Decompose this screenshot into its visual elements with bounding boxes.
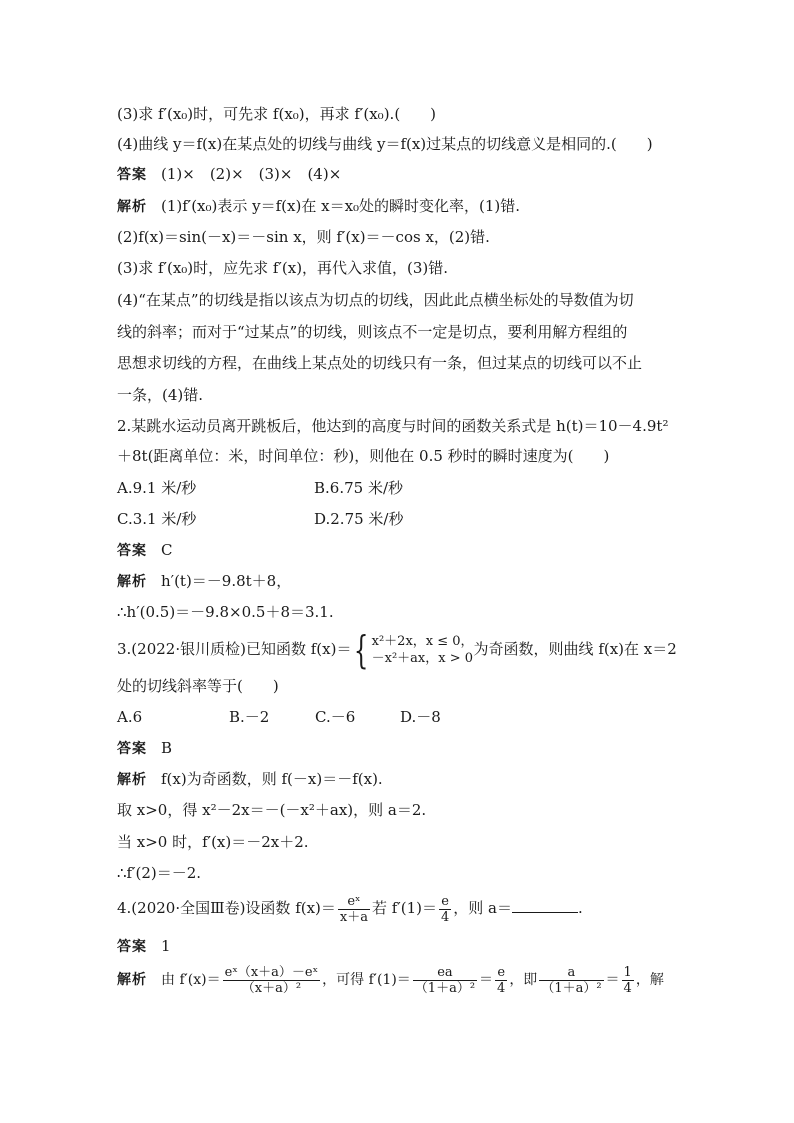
analysis-text: f(x)为奇函数，则 f(－x)＝－f(x). <box>161 770 383 788</box>
analysis-row-4 <box>117 958 664 1002</box>
analysis-row-1 <box>117 196 520 217</box>
denominator: （1＋a）² <box>414 980 476 996</box>
analysis-line: 取 x>0，得 x²－2x＝－(－x²＋ax)，则 a＝2. <box>117 801 427 819</box>
option-b: B.6.75 米/秒 <box>314 479 404 497</box>
fraction <box>223 965 321 996</box>
option-c: C.－6 <box>315 708 356 726</box>
option-d: D.2.75 米/秒 <box>314 510 404 528</box>
analysis-label: 解析 <box>117 972 147 988</box>
analysis-line: ∴f′(2)＝－2. <box>117 864 202 882</box>
option-b: B.－2 <box>229 708 270 726</box>
answer-label: 答案 <box>117 167 147 183</box>
answer-row-2 <box>117 540 172 561</box>
denominator: （x＋a）² <box>223 980 321 996</box>
analysis-line: 当 x>0 时，f′(x)＝－2x＋2. <box>117 833 309 851</box>
option-c: C.3.1 米/秒 <box>117 510 197 528</box>
case-1: x²＋2x，x ≤ 0， <box>371 634 474 649</box>
analysis-label: 解析 <box>117 574 147 590</box>
question-3-stem <box>117 628 677 670</box>
analysis-line: 思想求切线的方程，在曲线上某点处的切线只有一条，但过某点的切线可以不止 <box>117 354 643 372</box>
denominator: 4 <box>623 980 632 996</box>
answer-row-3 <box>117 738 172 759</box>
answer-row-4 <box>117 936 171 957</box>
analysis-row-2 <box>117 571 291 592</box>
option-a: A.9.1 米/秒 <box>117 479 197 497</box>
numerator: eˣ <box>347 893 361 909</box>
option-a: A.6 <box>117 708 143 726</box>
analysis-text: (1)f′(x₀)表示 y＝f(x)在 x＝x₀处的瞬时变化率，(1)错. <box>161 197 521 215</box>
numerator: ea <box>437 964 453 980</box>
item-4: (4)曲线 y＝f(x)在某点处的切线与曲线 y＝f(x)过某点的切线意义是相同的.( ) <box>117 135 653 153</box>
fraction <box>439 894 451 925</box>
question-4-stem-post: ，则 a＝ <box>453 899 512 917</box>
numerator: e <box>497 964 506 980</box>
left-brace-icon: { <box>354 628 369 672</box>
case-2: －x²＋ax，x > 0 <box>371 651 474 666</box>
option-d: D.－8 <box>400 708 441 726</box>
answer-label: 答案 <box>117 741 147 757</box>
analysis-label: 解析 <box>117 772 147 788</box>
analysis-text: ，即 <box>509 972 538 988</box>
answer-text: 1 <box>161 937 171 955</box>
question-3-stem-start: 3.(2022·银川质检)已知函数 f(x)＝ <box>117 640 352 658</box>
equals-sign: ＝ <box>605 972 620 988</box>
question-3-stem: 处的切线斜率等于( ) <box>117 677 279 695</box>
analysis-label: 解析 <box>117 199 147 215</box>
answer-text: (1)× (2)× (3)× (4)× <box>161 165 342 183</box>
analysis-text: 由 f′(x)＝ <box>161 972 221 988</box>
analysis-line: 线的斜率；而对于“过某点”的切线，则该点不一定是切点，要利用解方程组的 <box>117 323 628 341</box>
answer-label: 答案 <box>117 543 147 559</box>
item-3: (3)求 f′(x₀)时，可先求 f(x₀)，再求 f′(x₀).( ) <box>117 105 437 123</box>
answer-label: 答案 <box>117 939 147 955</box>
fraction <box>539 965 603 996</box>
fraction <box>413 965 477 996</box>
question-4-stem <box>117 888 583 928</box>
numerator: e <box>441 893 449 909</box>
denominator: （1＋a）² <box>541 980 602 996</box>
analysis-line: (2)f(x)＝sin(－x)＝－sin x，则 f′(x)＝－cos x，(2)错. <box>117 228 490 246</box>
analysis-row-3 <box>117 769 383 790</box>
fraction <box>495 965 507 996</box>
analysis-line: (4)“在某点”的切线是指以该点为切点的切线，因此此点横坐标处的导数值为切 <box>117 291 634 309</box>
analysis-line: 一条，(4)错. <box>117 386 204 404</box>
question-4-stem-end: . <box>578 899 583 917</box>
answer-text: B <box>161 739 173 757</box>
denominator: x＋a <box>339 909 369 925</box>
piecewise-cases <box>372 633 474 667</box>
analysis-text: ，可得 f′(1)＝ <box>322 972 411 988</box>
equals-sign: ＝ <box>479 972 494 988</box>
question-2-stem: ＋8t(距离单位：米，时间单位：秒)，则他在 0.5 秒时的瞬时速度为( ) <box>117 447 610 465</box>
analysis-text: h′(t)＝－9.8t＋8， <box>161 572 292 590</box>
question-3-stem-end: 为奇函数，则曲线 f(x)在 x＝2 <box>473 640 677 658</box>
denominator: 4 <box>497 980 506 996</box>
analysis-line: (3)求 f′(x₀)时，应先求 f′(x)，再代入求值，(3)错. <box>117 259 449 277</box>
question-4-stem-start: 4.(2020·全国Ⅲ卷)设函数 f(x)＝ <box>117 899 336 917</box>
question-4-stem-mid: 若 f′(1)＝ <box>372 899 437 917</box>
question-2-stem: 2.某跳水运动员离开跳板后，他达到的高度与时间的函数关系式是 h(t)＝10－4.9t² <box>117 417 669 435</box>
denominator: 4 <box>441 909 450 925</box>
numerator: 1 <box>623 964 632 980</box>
analysis-text: ，解 <box>635 972 664 988</box>
numerator: eˣ（x＋a）－eˣ <box>224 964 319 980</box>
answer-text: C <box>161 541 173 559</box>
numerator: a <box>567 964 576 980</box>
fraction <box>622 965 634 996</box>
answer-row-1 <box>117 164 341 185</box>
analysis-line: ∴h′(0.5)＝－9.8×0.5＋8＝3.1. <box>117 603 334 621</box>
fraction <box>338 894 370 925</box>
answer-blank <box>512 898 578 913</box>
